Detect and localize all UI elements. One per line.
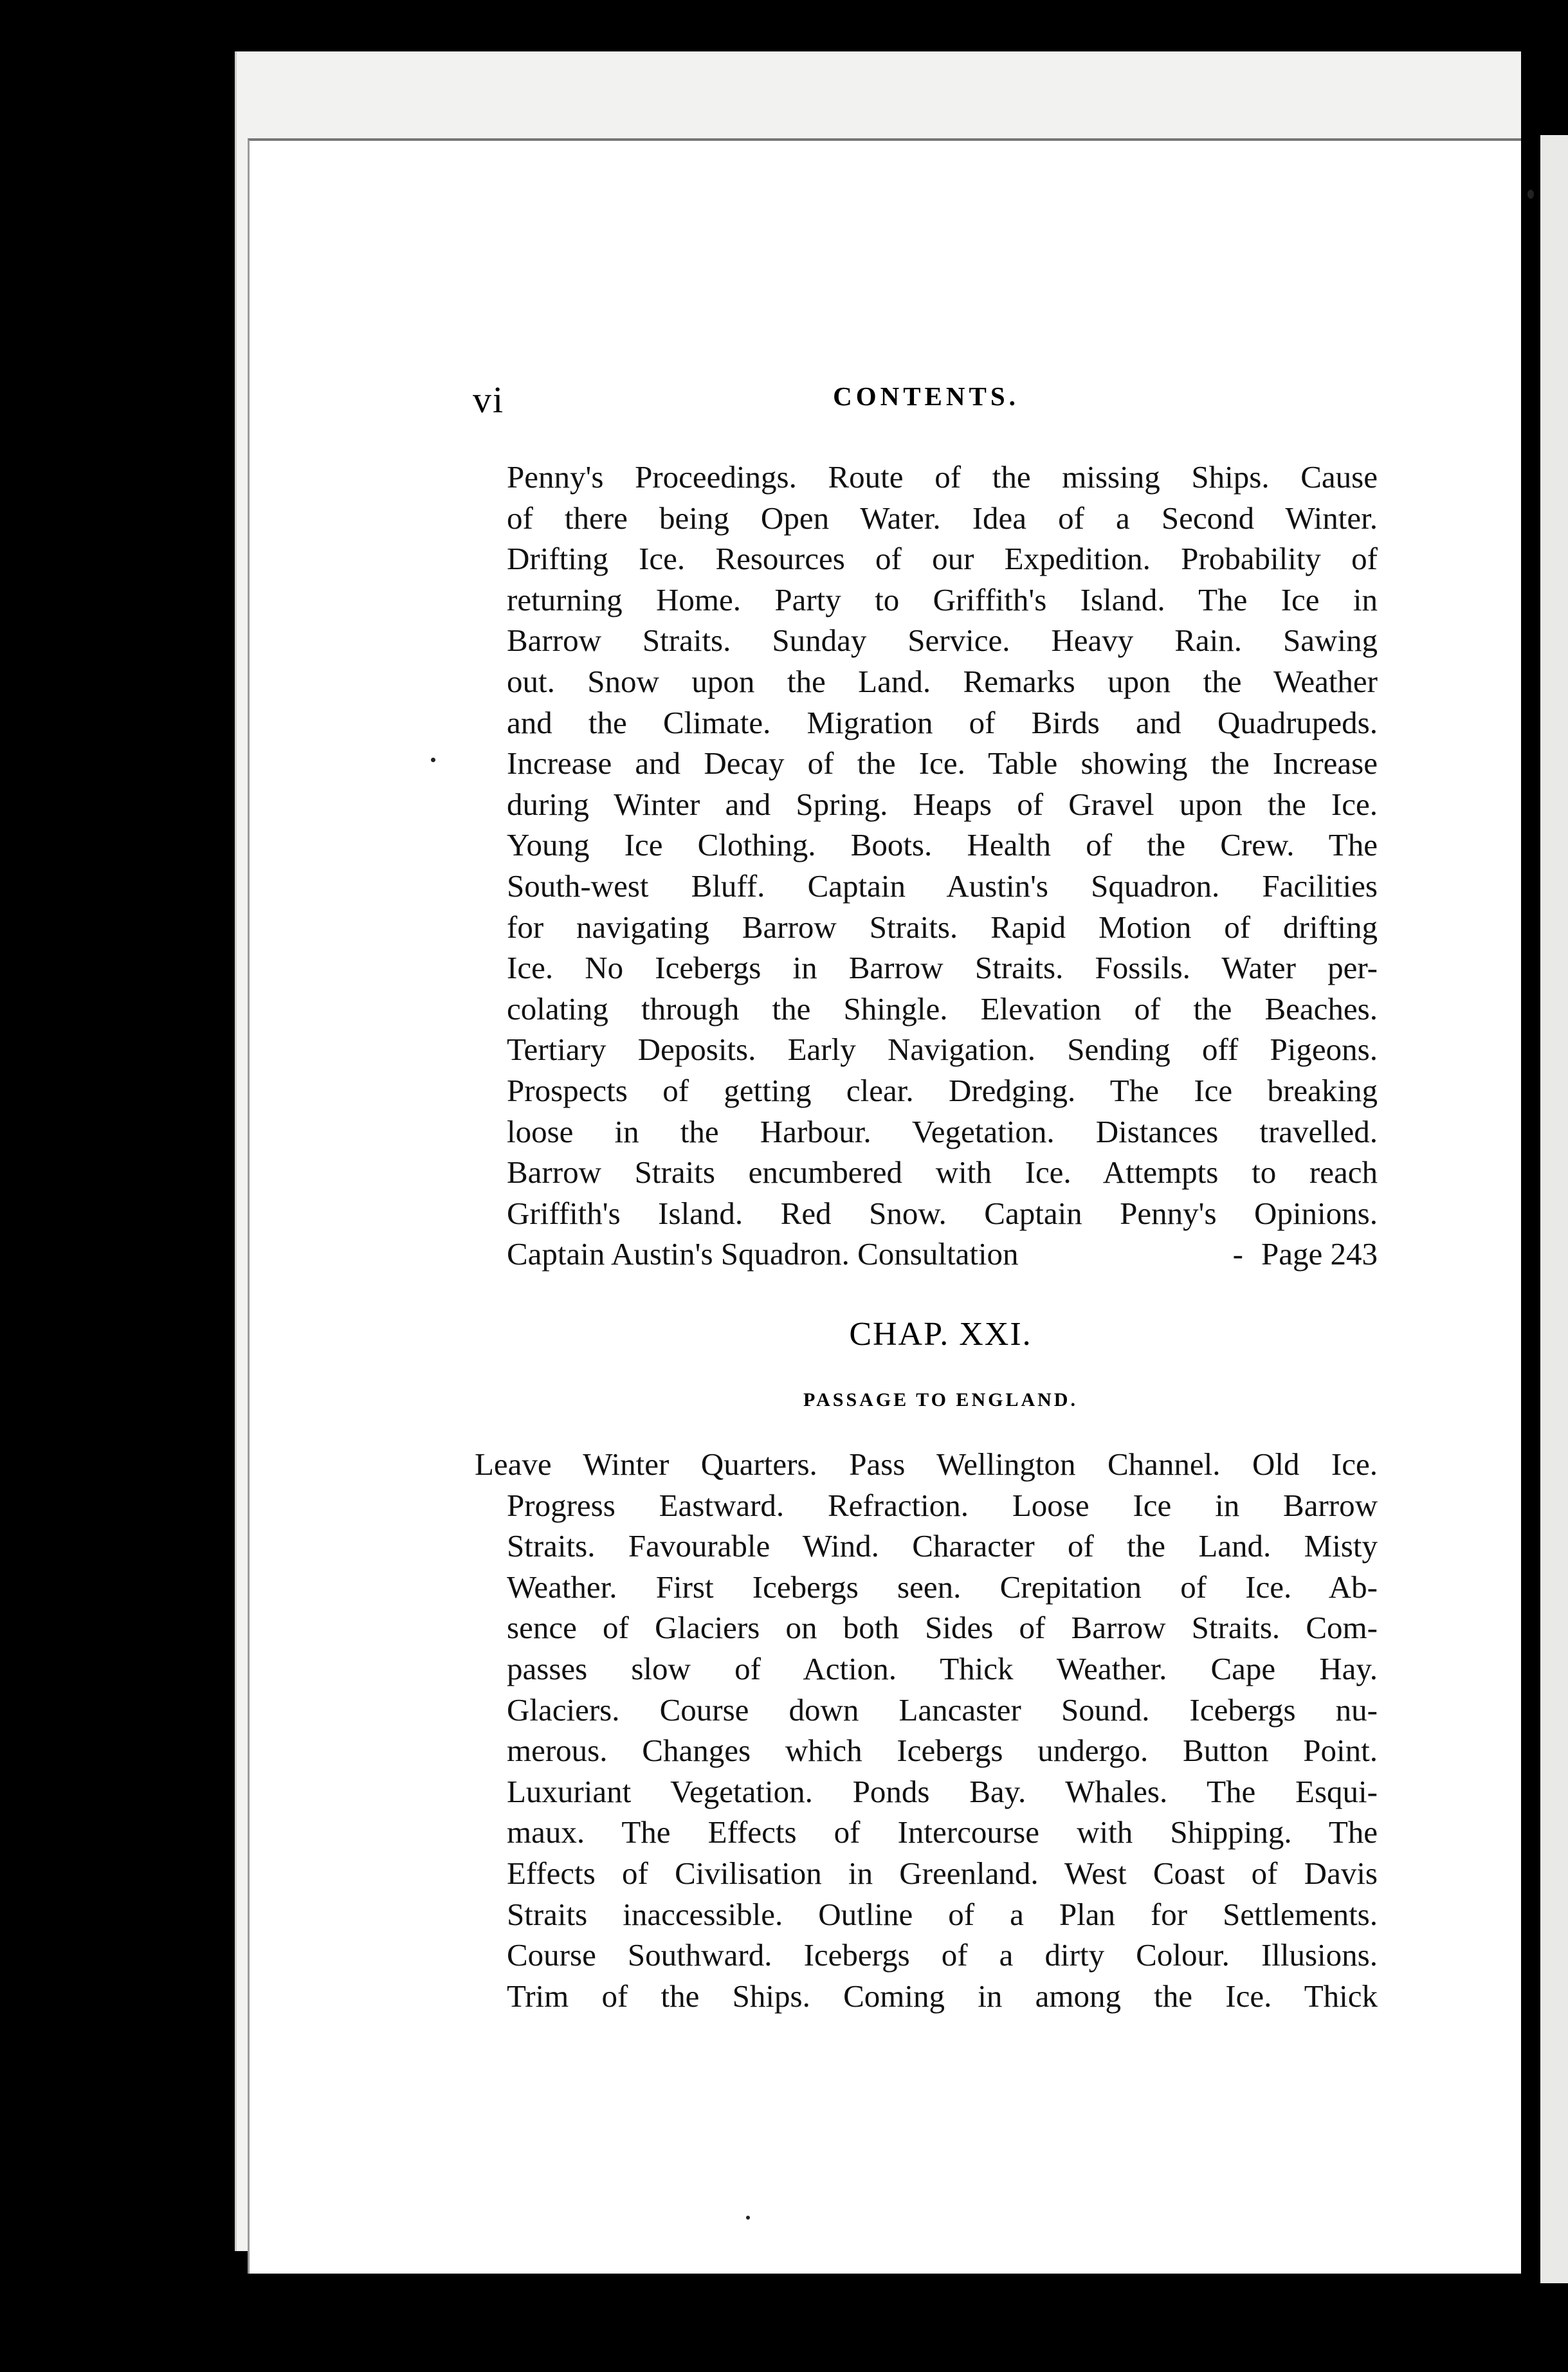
- summary-line: South-west Bluff. Captain Austin's Squadron. Facilities: [507, 868, 1378, 904]
- chapter-summary: [475, 1444, 1378, 2016]
- summary-line: Increase and Decay of the Ice. Table showing the Increase: [507, 745, 1378, 781]
- summary-line: Straits. Favourable Wind. Character of the Land. Misty: [507, 1528, 1378, 1564]
- leader-dash: -: [1232, 1236, 1243, 1272]
- summary-line: Barrow Straits. Sunday Service. Heavy Rain. Sawing: [507, 623, 1378, 659]
- summary-line: Leave Winter Quarters. Pass Wellington Channel. Old Ice.: [475, 1446, 1378, 1482]
- summary-line: Ice. No Icebergs in Barrow Straits. Fossils. Water per-: [507, 950, 1378, 986]
- facing-page-edge: [1540, 135, 1568, 2283]
- summary-line: Prospects of getting clear. Dredging. The Ice breaking: [507, 1072, 1378, 1108]
- summary-line: maux. The Effects of Intercourse with Shipping. The: [507, 1814, 1378, 1850]
- summary-line: Progress Eastward. Refraction. Loose Ice in Barrow: [507, 1487, 1378, 1523]
- ink-speck: [746, 2216, 750, 2220]
- summary-line: out. Snow upon the Land. Remarks upon the Weather: [507, 663, 1378, 699]
- summary-line: Drifting Ice. Resources of our Expedition. Probability of: [507, 541, 1378, 577]
- page-title: CONTENTS.: [833, 381, 1019, 411]
- summary-line: of there being Open Water. Idea of a Second Winter.: [507, 500, 1378, 536]
- summary-line: and the Climate. Migration of Birds and Quadrupeds.: [507, 704, 1378, 740]
- summary-line: Penny's Proceedings. Route of the missing Ships. Cause: [507, 459, 1378, 495]
- summary-line: for navigating Barrow Straits. Rapid Motion of drifting: [507, 909, 1378, 945]
- gutter-shadow: [1521, 0, 1540, 2372]
- page-reference-text: Page 243: [1261, 1236, 1378, 1272]
- page-number: vi: [473, 379, 505, 421]
- summary-last-text: Captain Austin's Squadron. Consultation: [507, 1236, 1019, 1272]
- summary-line: colating through the Shingle. Elevation of the Beaches.: [507, 990, 1378, 1026]
- summary-line: Young Ice Clothing. Boots. Health of the Crew. The: [507, 827, 1378, 863]
- summary-line: Course Southward. Icebergs of a dirty Colour. Illusions.: [507, 1937, 1378, 1973]
- summary-line: Tertiary Deposits. Early Navigation. Sending off Pigeons.: [507, 1032, 1378, 1068]
- summary-line: sence of Glaciers on both Sides of Barrow Straits. Com-: [507, 1610, 1378, 1646]
- chapter-heading: CHAP. XXI.: [849, 1316, 1032, 1353]
- summary-line: loose in the Harbour. Vegetation. Distances travelled.: [507, 1113, 1378, 1149]
- running-head: [473, 378, 1380, 421]
- chapter-summary-continued: [507, 457, 1378, 1275]
- summary-line: Weather. First Icebergs seen. Crepitation of Ice. Ab-: [507, 1569, 1378, 1605]
- summary-line: merous. Changes which Icebergs undergo. Button Point.: [507, 1733, 1378, 1769]
- summary-line: Trim of the Ships. Coming in among the Ice. Thick: [507, 1978, 1378, 2014]
- summary-line: Griffith's Island. Red Snow. Captain Penny's Opinions.: [507, 1195, 1378, 1231]
- ink-speck: [1527, 190, 1534, 199]
- chapter-subtitle: PASSAGE TO ENGLAND.: [803, 1389, 1078, 1410]
- summary-line: passes slow of Action. Thick Weather. Cape Hay.: [507, 1650, 1378, 1686]
- ink-speck: [431, 758, 435, 762]
- summary-last-line: [507, 1234, 1378, 1275]
- summary-line: Effects of Civilisation in Greenland. West Coast of Davis: [507, 1855, 1378, 1891]
- summary-line: during Winter and Spring. Heaps of Gravel upon the Ice.: [507, 786, 1378, 822]
- summary-line: Barrow Straits encumbered with Ice. Attempts to reach: [507, 1154, 1378, 1191]
- summary-line: returning Home. Party to Griffith's Island. The Ice in: [507, 581, 1378, 617]
- summary-line: Straits inaccessible. Outline of a Plan for Settlements.: [507, 1896, 1378, 1932]
- page-reference: [1233, 1234, 1378, 1275]
- summary-line: Glaciers. Course down Lancaster Sound. Icebergs nu-: [507, 1692, 1378, 1728]
- summary-line: Luxuriant Vegetation. Ponds Bay. Whales. The Esqui-: [507, 1773, 1378, 1809]
